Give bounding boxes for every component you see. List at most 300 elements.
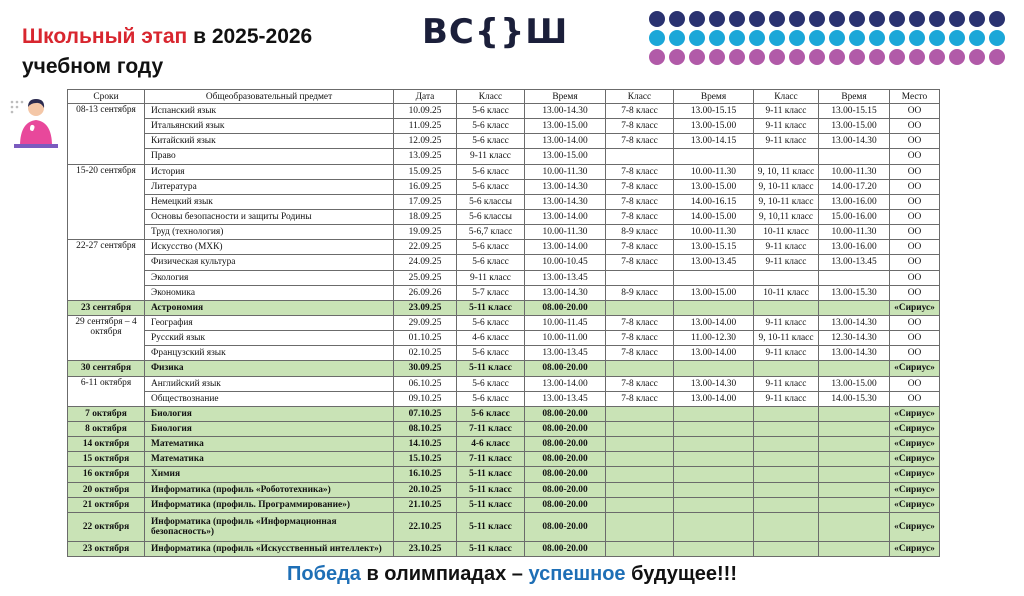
subject-cell: Математика bbox=[145, 452, 394, 467]
value-cell: 15.09.25 bbox=[394, 164, 457, 179]
value-cell: 5-11 класс bbox=[457, 467, 525, 482]
slogan-part-2: в олимпиадах – bbox=[360, 563, 529, 585]
period-cell: 20 октября bbox=[68, 482, 145, 497]
value-cell: 7-8 класс bbox=[606, 164, 674, 179]
value-cell bbox=[606, 300, 674, 315]
value-cell: 5-6 класс bbox=[457, 134, 525, 149]
value-cell bbox=[754, 300, 819, 315]
value-cell: 5-6 класс bbox=[457, 164, 525, 179]
table-header-row bbox=[68, 90, 940, 104]
value-cell: 10.00-11.45 bbox=[525, 315, 606, 330]
value-cell: 21.10.25 bbox=[394, 497, 457, 512]
table-row bbox=[68, 315, 940, 330]
value-cell: 7-8 класс bbox=[606, 240, 674, 255]
value-cell bbox=[754, 497, 819, 512]
title-line2: учебном году bbox=[22, 55, 164, 78]
dot-decoration bbox=[729, 11, 745, 27]
dot-decoration bbox=[749, 11, 765, 27]
period-cell: 6-11 октября bbox=[68, 376, 145, 406]
value-cell: 08.00-20.00 bbox=[525, 406, 606, 421]
value-cell: 13.00-15.00 bbox=[674, 179, 754, 194]
table-row bbox=[68, 104, 940, 119]
value-cell bbox=[674, 149, 754, 164]
value-cell: 7-8 класс bbox=[606, 209, 674, 224]
dot-decoration bbox=[969, 49, 985, 65]
value-cell: 13.00-14.30 bbox=[525, 285, 606, 300]
place-cell: «Сириус» bbox=[890, 541, 940, 556]
subject-cell: Биология bbox=[145, 421, 394, 436]
table-row bbox=[68, 209, 940, 224]
value-cell bbox=[674, 437, 754, 452]
value-cell: 10.00-11.30 bbox=[819, 225, 890, 240]
value-cell: 13.00-15.00 bbox=[819, 376, 890, 391]
subject-cell: Информатика (профиль «Робототехника») bbox=[145, 482, 394, 497]
value-cell: 30.09.25 bbox=[394, 361, 457, 376]
table-row bbox=[68, 194, 940, 209]
subject-cell: История bbox=[145, 164, 394, 179]
dot-decoration bbox=[829, 11, 845, 27]
value-cell bbox=[754, 421, 819, 436]
table-row bbox=[68, 361, 940, 376]
value-cell: 26.09.26 bbox=[394, 285, 457, 300]
table-row bbox=[68, 541, 940, 556]
value-cell: 13.00-13.45 bbox=[525, 391, 606, 406]
subject-cell: Искусство (МХК) bbox=[145, 240, 394, 255]
period-cell: 30 сентября bbox=[68, 361, 145, 376]
value-cell: 08.00-20.00 bbox=[525, 541, 606, 556]
dot-decoration bbox=[949, 49, 965, 65]
column-header: Общеобразовательный предмет bbox=[145, 90, 394, 104]
dots-pattern bbox=[649, 11, 1005, 68]
dot-decoration bbox=[709, 49, 725, 65]
value-cell bbox=[606, 149, 674, 164]
subject-cell: Информатика (профиль «Искусственный интеллект») bbox=[145, 541, 394, 556]
value-cell: 08.00-20.00 bbox=[525, 497, 606, 512]
subject-cell: Труд (технология) bbox=[145, 225, 394, 240]
value-cell: 9-11 класс bbox=[754, 346, 819, 361]
place-cell: ОО bbox=[890, 391, 940, 406]
dot-decoration bbox=[929, 11, 945, 27]
value-cell: 7-8 класс bbox=[606, 331, 674, 346]
value-cell: 7-8 класс bbox=[606, 134, 674, 149]
column-header: Дата bbox=[394, 90, 457, 104]
table-row bbox=[68, 482, 940, 497]
value-cell: 13.00-14.30 bbox=[819, 346, 890, 361]
value-cell: 08.00-20.00 bbox=[525, 452, 606, 467]
value-cell: 08.00-20.00 bbox=[525, 482, 606, 497]
value-cell bbox=[606, 406, 674, 421]
dot-decoration bbox=[769, 30, 785, 46]
value-cell: 5-6,7 класс bbox=[457, 225, 525, 240]
value-cell: 5-11 класс bbox=[457, 300, 525, 315]
value-cell: 10.00-11.30 bbox=[819, 164, 890, 179]
value-cell: 10.09.25 bbox=[394, 104, 457, 119]
dot-decoration bbox=[809, 11, 825, 27]
value-cell: 13.00-15.00 bbox=[525, 119, 606, 134]
subject-cell: Основы безопасности и защиты Родины bbox=[145, 209, 394, 224]
dot-decoration bbox=[729, 30, 745, 46]
period-cell: 15-20 сентября bbox=[68, 164, 145, 240]
period-cell: 08-13 сентября bbox=[68, 104, 145, 165]
value-cell bbox=[754, 482, 819, 497]
value-cell: 4-6 класс bbox=[457, 331, 525, 346]
value-cell: 13.09.25 bbox=[394, 149, 457, 164]
value-cell: 06.10.25 bbox=[394, 376, 457, 391]
dot-decoration bbox=[949, 11, 965, 27]
period-cell: 7 октября bbox=[68, 406, 145, 421]
value-cell: 9-11 класс bbox=[754, 376, 819, 391]
value-cell: 5-7 класс bbox=[457, 285, 525, 300]
value-cell bbox=[754, 149, 819, 164]
value-cell: 13.00-15.15 bbox=[819, 104, 890, 119]
value-cell: 17.09.25 bbox=[394, 194, 457, 209]
dot-decoration bbox=[789, 49, 805, 65]
value-cell: 13.00-15.00 bbox=[674, 285, 754, 300]
value-cell bbox=[606, 482, 674, 497]
value-cell: 13.00-14.00 bbox=[674, 391, 754, 406]
dot-decoration bbox=[989, 30, 1005, 46]
value-cell: 5-6 классы bbox=[457, 194, 525, 209]
value-cell: 10-11 класс bbox=[754, 225, 819, 240]
table-row bbox=[68, 149, 940, 164]
value-cell: 5-6 классы bbox=[457, 209, 525, 224]
table-row bbox=[68, 452, 940, 467]
value-cell: 13.00-16.00 bbox=[819, 194, 890, 209]
value-cell: 13.00-14.30 bbox=[674, 376, 754, 391]
place-cell: «Сириус» bbox=[890, 406, 940, 421]
value-cell bbox=[606, 421, 674, 436]
column-header: Класс bbox=[754, 90, 819, 104]
value-cell: 7-11 класс bbox=[457, 452, 525, 467]
value-cell: 08.00-20.00 bbox=[525, 361, 606, 376]
period-cell: 8 октября bbox=[68, 421, 145, 436]
table-row bbox=[68, 164, 940, 179]
place-cell: ОО bbox=[890, 119, 940, 134]
value-cell bbox=[606, 541, 674, 556]
dot-decoration bbox=[909, 49, 925, 65]
place-cell: ОО bbox=[890, 270, 940, 285]
value-cell: 7-8 класс bbox=[606, 391, 674, 406]
table-row bbox=[68, 240, 940, 255]
value-cell: 5-11 класс bbox=[457, 361, 525, 376]
dot-decoration bbox=[909, 30, 925, 46]
place-cell: ОО bbox=[890, 134, 940, 149]
value-cell: 9-11 класс bbox=[754, 104, 819, 119]
dot-decoration bbox=[749, 49, 765, 65]
value-cell bbox=[606, 467, 674, 482]
table-row bbox=[68, 270, 940, 285]
value-cell: 13.00-14.00 bbox=[525, 134, 606, 149]
value-cell: 7-8 класс bbox=[606, 315, 674, 330]
table-row bbox=[68, 437, 940, 452]
table-row bbox=[68, 497, 940, 512]
dot-decoration bbox=[789, 30, 805, 46]
place-cell: «Сириус» bbox=[890, 437, 940, 452]
value-cell: 12.09.25 bbox=[394, 134, 457, 149]
subject-cell: Экономика bbox=[145, 285, 394, 300]
value-cell: 9, 10-11 класс bbox=[754, 331, 819, 346]
dot-decoration bbox=[869, 11, 885, 27]
value-cell: 5-6 класс bbox=[457, 255, 525, 270]
value-cell: 9-11 класс bbox=[754, 255, 819, 270]
value-cell: 19.09.25 bbox=[394, 225, 457, 240]
value-cell: 13.00-13.45 bbox=[674, 255, 754, 270]
dot-decoration bbox=[969, 11, 985, 27]
dot-decoration bbox=[989, 11, 1005, 27]
value-cell: 10.00-11.00 bbox=[525, 331, 606, 346]
value-cell: 25.09.25 bbox=[394, 270, 457, 285]
period-cell: 22-27 сентября bbox=[68, 240, 145, 301]
value-cell: 13.00-14.30 bbox=[525, 179, 606, 194]
value-cell bbox=[819, 437, 890, 452]
slogan-part-1: Победа bbox=[287, 563, 361, 585]
table-row bbox=[68, 331, 940, 346]
value-cell bbox=[674, 467, 754, 482]
value-cell: 5-6 класс bbox=[457, 315, 525, 330]
value-cell bbox=[606, 452, 674, 467]
place-cell: ОО bbox=[890, 209, 940, 224]
column-header: Время bbox=[674, 90, 754, 104]
value-cell: 29.09.25 bbox=[394, 315, 457, 330]
value-cell bbox=[819, 406, 890, 421]
value-cell: 08.10.25 bbox=[394, 421, 457, 436]
value-cell bbox=[754, 270, 819, 285]
value-cell: 7-11 класс bbox=[457, 421, 525, 436]
value-cell: 13.00-13.45 bbox=[525, 346, 606, 361]
value-cell bbox=[674, 497, 754, 512]
column-header: Класс bbox=[457, 90, 525, 104]
value-cell: 13.00-14.00 bbox=[674, 346, 754, 361]
place-cell: «Сириус» bbox=[890, 300, 940, 315]
place-cell: ОО bbox=[890, 194, 940, 209]
period-cell: 29 сентября – 4 октября bbox=[68, 315, 145, 360]
value-cell: 9, 10, 11 класс bbox=[754, 164, 819, 179]
value-cell: 5-6 класс bbox=[457, 179, 525, 194]
value-cell bbox=[674, 300, 754, 315]
dot-decoration bbox=[969, 30, 985, 46]
value-cell bbox=[819, 541, 890, 556]
table-row bbox=[68, 512, 940, 541]
value-cell: 16.09.25 bbox=[394, 179, 457, 194]
place-cell: «Сириус» bbox=[890, 467, 940, 482]
value-cell: 15.00-16.00 bbox=[819, 209, 890, 224]
table-row bbox=[68, 421, 940, 436]
place-cell: ОО bbox=[890, 240, 940, 255]
subject-cell: Информатика (профиль. Программирование») bbox=[145, 497, 394, 512]
value-cell bbox=[819, 482, 890, 497]
table-row bbox=[68, 134, 940, 149]
value-cell bbox=[674, 452, 754, 467]
place-cell: ОО bbox=[890, 225, 940, 240]
dot-decoration bbox=[649, 30, 665, 46]
vsosh-logo: ВС{}Ш bbox=[422, 12, 569, 52]
title-year-part: в 2025-2026 bbox=[187, 25, 313, 48]
value-cell: 10.00-10.45 bbox=[525, 255, 606, 270]
subject-cell: Математика bbox=[145, 437, 394, 452]
dot-decoration bbox=[829, 30, 845, 46]
value-cell: 5-6 класс bbox=[457, 376, 525, 391]
value-cell: 9, 10-11 класс bbox=[754, 194, 819, 209]
column-header: Класс bbox=[606, 90, 674, 104]
place-cell: ОО bbox=[890, 331, 940, 346]
value-cell bbox=[606, 361, 674, 376]
value-cell: 14.10.25 bbox=[394, 437, 457, 452]
dot-decoration bbox=[689, 11, 705, 27]
value-cell: 7-8 класс bbox=[606, 119, 674, 134]
value-cell bbox=[674, 270, 754, 285]
dot-decoration bbox=[669, 30, 685, 46]
period-cell: 22 октября bbox=[68, 512, 145, 541]
subject-cell: Физика bbox=[145, 361, 394, 376]
dot-decoration bbox=[889, 11, 905, 27]
dot-decoration bbox=[909, 11, 925, 27]
dot-decoration bbox=[709, 11, 725, 27]
value-cell: 13.00-14.00 bbox=[674, 315, 754, 330]
value-cell: 11.09.25 bbox=[394, 119, 457, 134]
place-cell: «Сириус» bbox=[890, 497, 940, 512]
value-cell: 9, 10-11 класс bbox=[754, 179, 819, 194]
value-cell: 07.10.25 bbox=[394, 406, 457, 421]
dot-decoration bbox=[849, 11, 865, 27]
dot-decoration bbox=[869, 30, 885, 46]
value-cell bbox=[754, 512, 819, 541]
dot-decoration bbox=[669, 11, 685, 27]
value-cell: 5-11 класс bbox=[457, 482, 525, 497]
value-cell bbox=[674, 361, 754, 376]
value-cell: 09.10.25 bbox=[394, 391, 457, 406]
value-cell: 08.00-20.00 bbox=[525, 421, 606, 436]
place-cell: ОО bbox=[890, 104, 940, 119]
subject-cell: Испанский язык bbox=[145, 104, 394, 119]
dot-decoration bbox=[869, 49, 885, 65]
value-cell: 13.00-14.00 bbox=[525, 209, 606, 224]
value-cell: 08.00-20.00 bbox=[525, 437, 606, 452]
subject-cell: География bbox=[145, 315, 394, 330]
value-cell: 5-6 класс bbox=[457, 240, 525, 255]
value-cell bbox=[754, 467, 819, 482]
table-row bbox=[68, 376, 940, 391]
subject-cell: Биология bbox=[145, 406, 394, 421]
value-cell: 22.10.25 bbox=[394, 512, 457, 541]
value-cell: 18.09.25 bbox=[394, 209, 457, 224]
value-cell: 5-6 класс bbox=[457, 406, 525, 421]
column-header: Время bbox=[525, 90, 606, 104]
value-cell bbox=[819, 149, 890, 164]
place-cell: «Сириус» bbox=[890, 452, 940, 467]
subject-cell: Английский язык bbox=[145, 376, 394, 391]
value-cell: 14.00-17.20 bbox=[819, 179, 890, 194]
value-cell: 8-9 класс bbox=[606, 285, 674, 300]
place-cell: ОО bbox=[890, 315, 940, 330]
value-cell bbox=[754, 452, 819, 467]
value-cell: 08.00-20.00 bbox=[525, 467, 606, 482]
table-row bbox=[68, 179, 940, 194]
value-cell: 5-6 класс bbox=[457, 346, 525, 361]
table-row bbox=[68, 255, 940, 270]
value-cell bbox=[819, 512, 890, 541]
value-cell: 13.00-13.45 bbox=[819, 255, 890, 270]
dot-decoration bbox=[849, 30, 865, 46]
value-cell: 10.00-11.30 bbox=[674, 225, 754, 240]
place-cell: ОО bbox=[890, 149, 940, 164]
value-cell: 9-11 класс bbox=[457, 149, 525, 164]
place-cell: «Сириус» bbox=[890, 512, 940, 541]
value-cell: 7-8 класс bbox=[606, 346, 674, 361]
value-cell: 10.00-11.30 bbox=[525, 225, 606, 240]
value-cell bbox=[674, 512, 754, 541]
dot-decoration bbox=[689, 30, 705, 46]
value-cell: 7-8 класс bbox=[606, 194, 674, 209]
period-cell: 16 октября bbox=[68, 467, 145, 482]
value-cell bbox=[819, 361, 890, 376]
value-cell: 10-11 класс bbox=[754, 285, 819, 300]
value-cell bbox=[606, 497, 674, 512]
dot-decoration bbox=[709, 30, 725, 46]
table-row bbox=[68, 346, 940, 361]
value-cell: 5-6 класс bbox=[457, 391, 525, 406]
subject-cell: Право bbox=[145, 149, 394, 164]
slogan-part-4: будущее!!! bbox=[625, 563, 737, 585]
value-cell: 14.00-15.30 bbox=[819, 391, 890, 406]
value-cell: 5-11 класс bbox=[457, 497, 525, 512]
value-cell bbox=[819, 300, 890, 315]
value-cell: 13.00-14.30 bbox=[819, 315, 890, 330]
subject-cell: Химия bbox=[145, 467, 394, 482]
dot-decoration bbox=[649, 11, 665, 27]
dot-decoration bbox=[749, 30, 765, 46]
value-cell bbox=[674, 482, 754, 497]
table-row bbox=[68, 300, 940, 315]
column-header: Место bbox=[890, 90, 940, 104]
subject-cell: Информатика (профиль «Информационная безопасность») bbox=[145, 512, 394, 541]
value-cell: 13.00-15.30 bbox=[819, 285, 890, 300]
dot-decoration bbox=[929, 30, 945, 46]
period-cell: 23 сентября bbox=[68, 300, 145, 315]
value-cell: 5-11 класс bbox=[457, 541, 525, 556]
value-cell bbox=[606, 512, 674, 541]
dot-decoration bbox=[989, 49, 1005, 65]
table-row bbox=[68, 406, 940, 421]
value-cell: 16.10.25 bbox=[394, 467, 457, 482]
value-cell: 8-9 класс bbox=[606, 225, 674, 240]
dot-decoration bbox=[769, 11, 785, 27]
dot-decoration bbox=[809, 49, 825, 65]
place-cell: ОО bbox=[890, 255, 940, 270]
value-cell: 13.00-15.00 bbox=[674, 119, 754, 134]
value-cell: 9-11 класс bbox=[754, 315, 819, 330]
value-cell bbox=[674, 421, 754, 436]
dot-decoration bbox=[829, 49, 845, 65]
subject-cell: Русский язык bbox=[145, 331, 394, 346]
title-red-part: Школьный этап bbox=[22, 25, 188, 48]
value-cell: 13.00-15.00 bbox=[819, 119, 890, 134]
value-cell: 5-6 класс bbox=[457, 104, 525, 119]
value-cell: 7-8 класс bbox=[606, 179, 674, 194]
value-cell: 13.00-14.30 bbox=[819, 134, 890, 149]
value-cell: 11.00-12.30 bbox=[674, 331, 754, 346]
place-cell: ОО bbox=[890, 346, 940, 361]
value-cell: 13.00-15.15 bbox=[674, 240, 754, 255]
value-cell: 13.00-13.45 bbox=[525, 270, 606, 285]
value-cell: 9-11 класс bbox=[754, 240, 819, 255]
subject-cell: Китайский язык bbox=[145, 134, 394, 149]
value-cell: 23.10.25 bbox=[394, 541, 457, 556]
dot-decoration bbox=[809, 30, 825, 46]
value-cell: 9-11 класс bbox=[754, 391, 819, 406]
student-illustration-icon bbox=[4, 96, 62, 152]
dot-decoration bbox=[949, 30, 965, 46]
value-cell: 08.00-20.00 bbox=[525, 300, 606, 315]
